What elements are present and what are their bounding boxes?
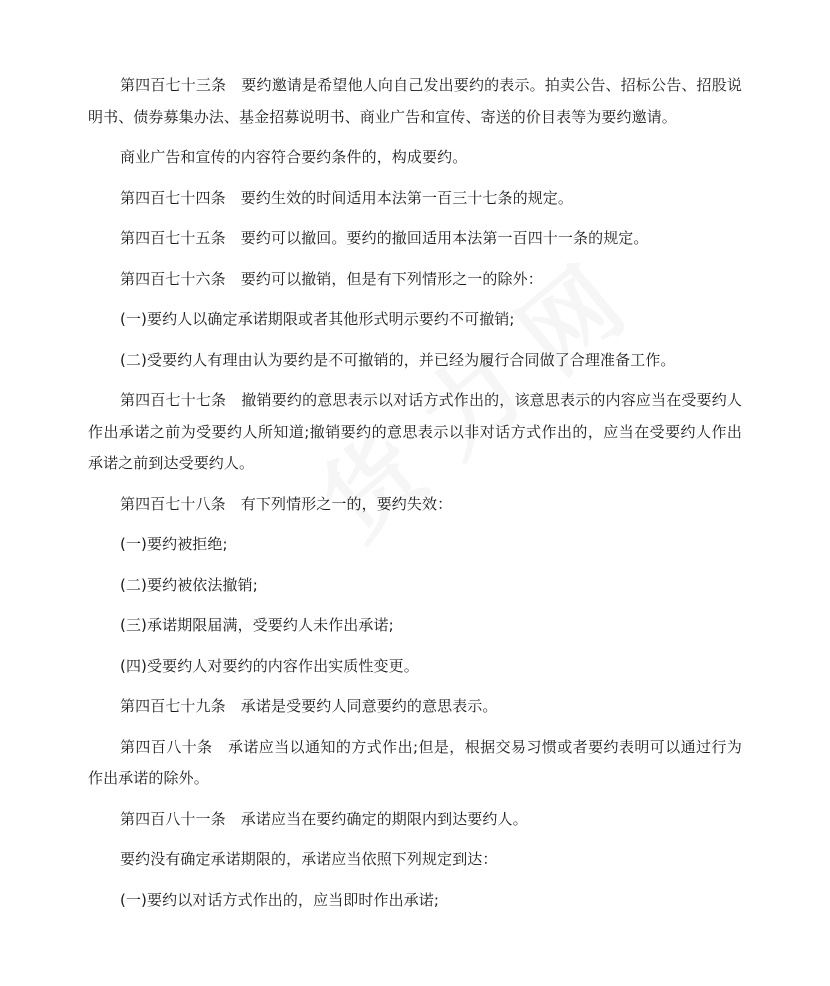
article-481: 第四百八十一条 承诺应当在要约确定的期限内到达要约人。 xyxy=(120,809,528,828)
article-478-item-1: (一)要约被拒绝; xyxy=(120,535,228,553)
article-478: 第四百七十八条 有下列情形之一的，要约失效： xyxy=(120,494,453,513)
article-478-item-2: (二)要约被依法撤销; xyxy=(120,575,258,594)
article-474: 第四百七十四条 要约生效的时间适用本法第一百三十七条的规定。 xyxy=(120,188,574,207)
article-476: 第四百七十六条 要约可以撤销，但是有下列情形之一的除外： xyxy=(120,269,543,288)
article-481-clause-2: 要约没有确定承诺期限的，承诺应当依照下列规定到达： xyxy=(120,850,498,868)
article-480: 第四百八十条 承诺应当以通知的方式作出;但是，根据交易习惯或者要约表明可以通过行为作出承诺的除外。 xyxy=(88,737,742,787)
article-478-item-4: (四)受要约人对要约的内容作出实质性变更。 xyxy=(120,656,419,675)
article-481-item-1: (一)要约以对话方式作出的，应当即时作出承诺; xyxy=(120,890,440,909)
article-478-item-3: (三)承诺期限届满，受要约人未作出承诺; xyxy=(120,616,394,634)
article-475: 第四百七十五条 要约可以撤回。要约的撤回适用本法第一百四十一条的规定。 xyxy=(120,229,649,247)
article-479: 第四百七十九条 承诺是受要约人同意要约的意思表示。 xyxy=(120,697,498,715)
article-477: 第四百七十七条 撤销要约的意思表示以对话方式作出的，该意思表示的内容应当在受要约人作出承诺之前为受要约人所知道;撤销要约的意思表示以非对话方式作出的，应当在受要约人作出承诺之前到达受要约人。 xyxy=(88,391,742,472)
article-473: 第四百七十三条 要约邀请是希望他人向自己发出要约的表示。拍卖公告、招标公告、招股说明书、债券募集办法、基金招募说明书、商业广告和宣传、寄送的价目表等为要约邀请。 xyxy=(88,76,742,126)
article-476-item-1: (一)要约人以确定承诺期限或者其他形式明示要约不可撤销; xyxy=(120,310,515,328)
article-473-clause-2: 商业广告和宣传的内容符合要约条件的，构成要约。 xyxy=(120,148,468,166)
article-476-item-2: (二)受要约人有理由认为要约是不可撤销的，并已经为履行合同做了合理准备工作。 xyxy=(120,350,676,369)
